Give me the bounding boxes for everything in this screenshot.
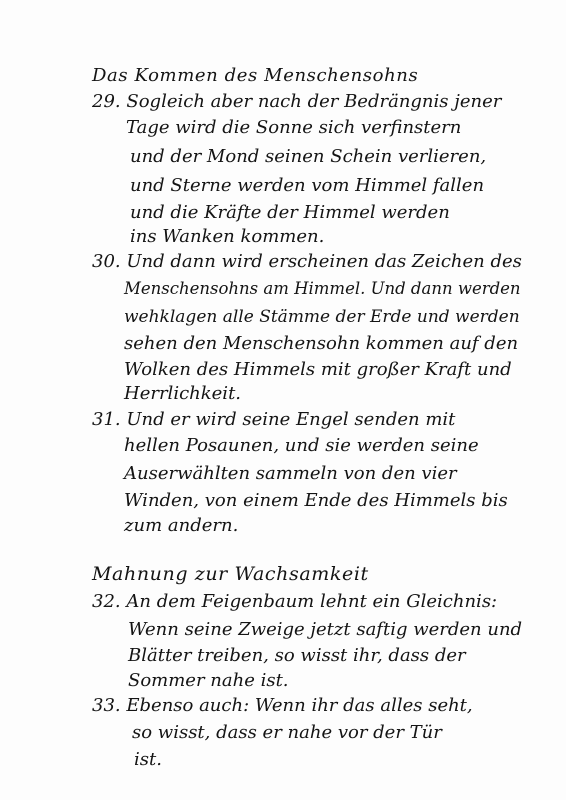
verse-number: 31. [92, 409, 121, 430]
verse-text: An dem Feigenbaum lehnt ein Gleichnis: [126, 591, 498, 612]
verse-number: 32. [92, 591, 121, 612]
verse-33-line-2: so wisst, dass er nahe vor der Tür [132, 722, 442, 743]
verse-30-line-6: Herrlichkeit. [124, 383, 242, 404]
verse-text: Und er wird seine Engel senden mit [126, 409, 456, 430]
verse-30-line-4: sehen den Menschensohn kommen auf den [124, 333, 519, 354]
verse-text: Sogleich aber nach der Bedrängnis jener [126, 91, 502, 112]
verse-29-line-5: und die Kräfte der Himmel werden [130, 202, 450, 223]
verse-32-line-1 [92, 590, 532, 614]
verse-30-line-2: Menschensohns am Himmel. Und dann werden [124, 279, 521, 298]
verse-29-line-2: Tage wird die Sonne sich verfinstern [126, 117, 462, 138]
verse-31-line-1 [92, 408, 522, 432]
verse-number: 30. [92, 251, 121, 272]
verse-number: 29. [92, 91, 121, 112]
verse-number: 33. [92, 695, 121, 716]
verse-29-line-4: und Sterne werden vom Himmel fallen [130, 175, 485, 196]
verse-32-line-3: Blätter treiben, so wisst ihr, dass der [128, 645, 466, 666]
section-heading: Mahnung zur Wachsamkeit [92, 563, 369, 585]
verse-31-line-2: hellen Posaunen, und sie werden seine [124, 435, 479, 456]
verse-33-line-1 [92, 694, 532, 718]
verse-32-line-2: Wenn seine Zweige jetzt saftig werden und [128, 619, 523, 640]
verse-29-line-3: und der Mond seinen Schein verlieren, [130, 146, 487, 167]
verse-30-line-1 [92, 250, 522, 274]
verse-32-line-4: Sommer nahe ist. [128, 670, 289, 691]
verse-29-line-6: ins Wanken kommen. [130, 226, 325, 247]
verse-33-line-3: ist. [134, 749, 162, 770]
verse-29-line-1 [92, 90, 522, 114]
section-heading: Das Kommen des Menschensohns [92, 65, 419, 86]
verse-31-line-3: Auserwählten sammeln von den vier [124, 463, 457, 484]
verse-text: Und dann wird erscheinen das Zeichen des [126, 251, 522, 272]
verse-text: Ebenso auch: Wenn ihr das alles seht, [126, 695, 473, 716]
verse-30-line-3: wehklagen alle Stämme der Erde und werden [124, 307, 520, 327]
verse-30-line-5: Wolken des Himmels mit großer Kraft und [124, 359, 512, 380]
verse-31-line-4: Winden, von einem Ende des Himmels bis [124, 490, 508, 511]
verse-31-line-5: zum andern. [124, 515, 239, 536]
